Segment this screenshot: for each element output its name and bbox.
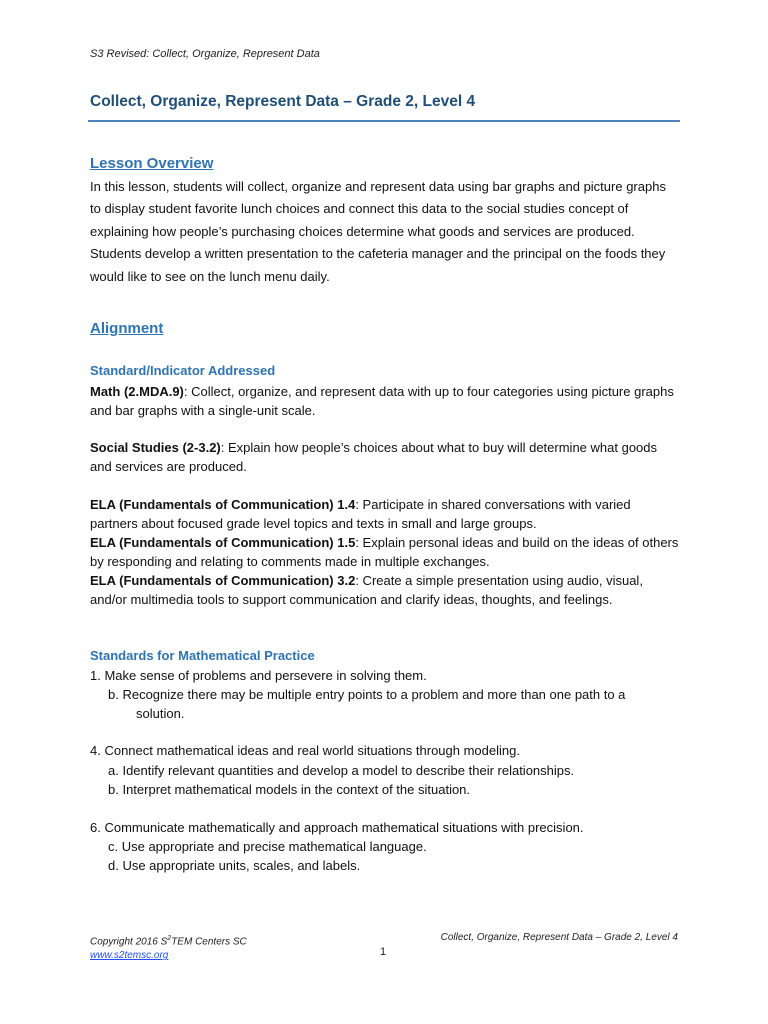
ela-standard — [90, 533, 680, 571]
practice-item-6: 6. Communicate mathematically and approach mathematical situations with precision. — [90, 820, 584, 835]
copyright-text — [90, 932, 247, 949]
standard-indicator-heading: Standard/Indicator Addressed — [90, 363, 276, 378]
copyright-superscript: 2 — [167, 935, 172, 942]
ela-text: : Create a simple presentation using audio, visual, and/or multimedia tools to support communication and clarify ideas, thoughts, and feelings. — [90, 573, 643, 607]
page-number: 1 — [380, 946, 387, 958]
ela-standard — [90, 495, 680, 533]
footer-right: Collect, Organize, Represent Data – Grade 2, Level 4 — [440, 932, 678, 943]
footer-website-link[interactable]: www.s2temsc.org — [90, 950, 169, 962]
alignment-heading: Alignment — [90, 320, 164, 337]
social-studies-standard — [90, 438, 680, 476]
practice-item-6c: c. Use appropriate and precise mathematical language. — [108, 839, 427, 854]
ela-text: : Participate in shared conversations with varied partners about focused grade level topics and texts in small and large groups. — [90, 497, 631, 531]
lesson-overview-heading: Lesson Overview — [90, 155, 214, 172]
ela-label: ELA (Fundamentals of Communication) 1.5 — [90, 535, 356, 550]
practice-item-1b-cont: solution. — [136, 706, 185, 721]
practice-item-6d: d. Use appropriate units, scales, and labels. — [108, 858, 361, 873]
practice-item-4a: a. Identify relevant quantities and develop a model to describe their relationships. — [108, 763, 575, 778]
practice-item-4b: b. Interpret mathematical models in the context of the situation. — [108, 782, 471, 797]
lesson-overview-text: In this lesson, students will collect, organize and represent data using bar graphs and picture graphs to display student favorite lunch choices and connect this data to the social studies concept of explaining how people’s purchasing choices determine what goods and services are produced. Students develop a written presentation to the cafeteria manager and the principal on the foods they would like to see on the lunch menu daily. — [90, 179, 666, 284]
ela-label: ELA (Fundamentals of Communication) 1.4 — [90, 497, 356, 512]
footer-left — [90, 932, 247, 963]
copyright-suffix: TEM Centers SC — [171, 936, 247, 948]
math-standard-label: Math (2.MDA.9) — [90, 384, 184, 399]
math-practice-heading: Standards for Mathematical Practice — [90, 648, 315, 663]
ela-label: ELA (Fundamentals of Communication) 3.2 — [90, 573, 356, 588]
page-title: Collect, Organize, Represent Data – Grade 2, Level 4 — [90, 93, 476, 110]
ela-text: : Explain personal ideas and build on the ideas of others by responding and relating to comments made in multiple exchanges. — [90, 535, 679, 569]
copyright-prefix: Copyright 2016 S — [90, 936, 168, 948]
practice-item-1b: b. Recognize there may be multiple entry points to a problem and more than one path to a — [108, 687, 626, 702]
math-standard — [90, 382, 680, 420]
title-divider — [88, 120, 680, 122]
social-studies-label: Social Studies (2-3.2) — [90, 440, 221, 455]
practice-item-1: 1. Make sense of problems and persevere in solving them. — [90, 668, 427, 683]
practice-item-4: 4. Connect mathematical ideas and real world situations through modeling. — [90, 743, 520, 758]
social-studies-text: : Explain how people’s choices about what to buy will determine what goods and services are produced. — [90, 440, 658, 474]
running-header: S3 Revised: Collect, Organize, Represent Data — [90, 48, 320, 60]
ela-standards — [90, 495, 680, 609]
ela-standard — [90, 571, 680, 609]
math-standard-text: : Collect, organize, and represent data with up to four categories using picture graphs and bar graphs with a single-unit scale. — [90, 384, 674, 418]
